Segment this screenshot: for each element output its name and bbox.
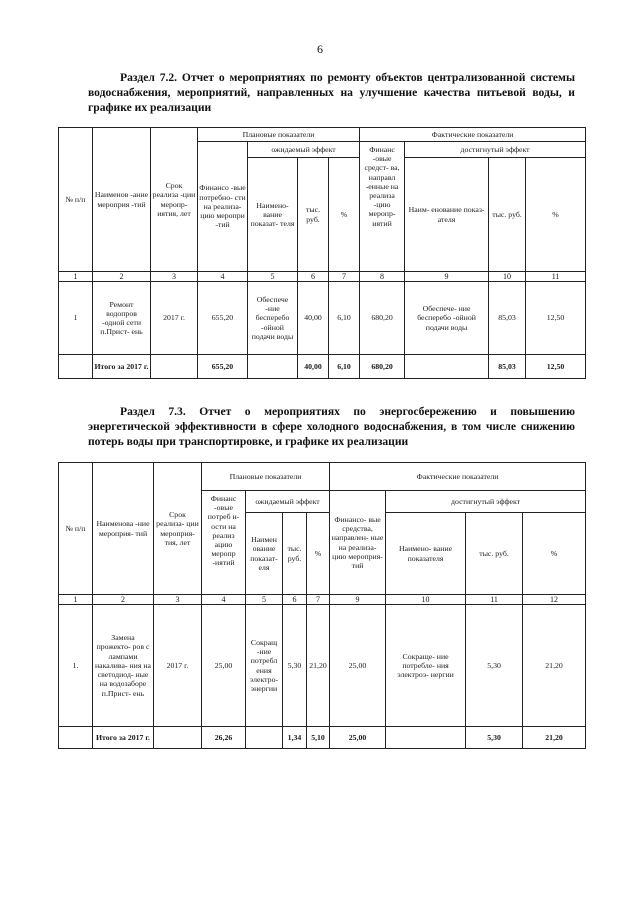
row-term: 2017 г. bbox=[151, 282, 198, 355]
row-name: Ремонт водопров -одной сети п.Прист- ень bbox=[93, 282, 151, 355]
row-pct-fact: 21,20 bbox=[523, 605, 586, 727]
header-expected: ожидаемый эффект bbox=[246, 491, 330, 513]
header-achieved: достигнутый эффект bbox=[386, 491, 586, 513]
header-fin-need: Финанс -овые потреб н- ости на реализ ацию меропр -иятий bbox=[202, 491, 246, 595]
row-rub-fact: 5,30 bbox=[466, 605, 523, 727]
row-pct-plan: 21,20 bbox=[307, 605, 330, 727]
header-rub-plan: тыс. руб. bbox=[283, 513, 307, 595]
header-ind-name-fact: Наимено- вание показателя bbox=[386, 513, 466, 595]
total-fin-sources: 680,20 bbox=[360, 355, 405, 379]
row-ind-plan: Обеспече -ние бесперебо -ойной подачи воды bbox=[248, 282, 298, 355]
col-number: 7 bbox=[329, 272, 360, 282]
col-number: 2 bbox=[93, 272, 151, 282]
header-rub-fact: тыс. руб. bbox=[489, 158, 526, 272]
col-number: 2 bbox=[93, 595, 154, 605]
header-name: Наименова -ние мероприя- тий bbox=[93, 463, 154, 595]
table-row bbox=[59, 605, 586, 727]
total-rub-plan: 40,00 bbox=[298, 355, 329, 379]
col-number: 11 bbox=[526, 272, 586, 282]
total-empty bbox=[405, 355, 489, 379]
header-rub-fact: тыс. руб. bbox=[466, 513, 523, 595]
row-pct-fact: 12,50 bbox=[526, 282, 586, 355]
col-number: 10 bbox=[386, 595, 466, 605]
col-number: 3 bbox=[154, 595, 202, 605]
header-ind-name-fact: Наим- енование показ-ателя bbox=[405, 158, 489, 272]
header-ind-name-plan: Наимено- вание показат- теля bbox=[248, 158, 298, 272]
total-label: Итого за 2017 г. bbox=[93, 727, 154, 749]
header-term: Срок реализа -ции меропр-иятия, лет bbox=[151, 128, 198, 272]
total-empty bbox=[386, 727, 466, 749]
col-number: 12 bbox=[523, 595, 586, 605]
row-name: Замена прожекто- ров с лампами накалива- ния на светодиод- ные на водозаборе п.Прист- ень bbox=[93, 605, 154, 727]
header-fact: Фактические показатели bbox=[330, 463, 586, 491]
total-rub-plan: 1,34 bbox=[283, 727, 307, 749]
total-rub-fact: 5,30 bbox=[466, 727, 523, 749]
total-fin-need: 655,20 bbox=[198, 355, 248, 379]
column-numbers-row bbox=[59, 272, 586, 282]
header-fin-need: Финансо -вые потребно- сти на реализа- цию меропри -тий bbox=[198, 142, 248, 272]
row-rub-plan: 40,00 bbox=[298, 282, 329, 355]
header-pct-fact: % bbox=[523, 513, 586, 595]
row-term: 2017 г. bbox=[154, 605, 202, 727]
col-number: 6 bbox=[298, 272, 329, 282]
total-pct-plan: 5,10 bbox=[307, 727, 330, 749]
header-rub-plan: тыс. руб. bbox=[298, 158, 329, 272]
header-planned: Плановые показатели bbox=[198, 128, 360, 142]
col-number: 9 bbox=[405, 272, 489, 282]
col-number: 3 bbox=[151, 272, 198, 282]
header-term: Срок реализа- ции мероприя- тия, лет bbox=[154, 463, 202, 595]
col-number: 1 bbox=[59, 595, 93, 605]
total-empty bbox=[59, 355, 93, 379]
col-number: 7 bbox=[307, 595, 330, 605]
total-empty bbox=[246, 727, 283, 749]
header-num: № п/п bbox=[59, 463, 93, 595]
row-num: 1 bbox=[59, 282, 93, 355]
section-7-3-title: Раздел 7.3. Отчет о мероприятиях по энергосбережению и повышению энергетической эффективности в сфере холодного водоснабжения, в том числе снижению потерь воды при транспортировке, и графике их реализации bbox=[88, 405, 575, 448]
col-number: 1 bbox=[59, 272, 93, 282]
col-number: 5 bbox=[246, 595, 283, 605]
total-empty bbox=[154, 727, 202, 749]
header-fin-sources: Финанс -овые средст- ва, направл -енные на реализа -цию меропр- иятий bbox=[360, 142, 405, 272]
column-numbers-row bbox=[59, 595, 586, 605]
total-pct-fact: 12,50 bbox=[526, 355, 586, 379]
total-empty bbox=[151, 355, 198, 379]
row-ind-plan: Сокращ -ние потребл ения электро- энергии bbox=[246, 605, 283, 727]
row-rub-plan: 5,30 bbox=[283, 605, 307, 727]
row-ind-fact: Сокраще- ние потребле- ния электроэ- нергии bbox=[386, 605, 466, 727]
header-pct-fact: % bbox=[526, 158, 586, 272]
section-7-2-title: Раздел 7.2. Отчет о мероприятиях по ремонту объектов централизованной системы водоснабжения, мероприятий, направленных на улучшение качества питьевой воды, и графике их реализации bbox=[88, 71, 575, 114]
header-fin-sources: Финансо- вые средства, направлен- ные на реализа- цию мероприя- тий bbox=[330, 491, 386, 595]
row-num: 1. bbox=[59, 605, 93, 727]
row-fin-sources: 680,20 bbox=[360, 282, 405, 355]
total-empty bbox=[59, 727, 93, 749]
total-fin-sources: 25,00 bbox=[330, 727, 386, 749]
col-number: 4 bbox=[198, 272, 248, 282]
header-fact: Фактические показатели bbox=[360, 128, 586, 142]
col-number: 10 bbox=[489, 272, 526, 282]
row-rub-fact: 85,03 bbox=[489, 282, 526, 355]
header-pct-plan: % bbox=[307, 513, 330, 595]
header-achieved: достигнутый эффект bbox=[405, 142, 586, 158]
header-name: Наименов -ание мероприя -тий bbox=[93, 128, 151, 272]
total-pct-plan: 6,10 bbox=[329, 355, 360, 379]
total-row bbox=[59, 727, 586, 749]
page-number: 6 bbox=[317, 42, 323, 56]
table-row bbox=[59, 282, 586, 355]
total-fin-need: 26,26 bbox=[202, 727, 246, 749]
col-number: 11 bbox=[466, 595, 523, 605]
col-number: 6 bbox=[283, 595, 307, 605]
row-fin-sources: 25,00 bbox=[330, 605, 386, 727]
section-7-3-table bbox=[58, 462, 586, 749]
row-fin-need: 655,20 bbox=[198, 282, 248, 355]
header-expected: ожидаемый эффект bbox=[248, 142, 360, 158]
col-number: 8 bbox=[360, 272, 405, 282]
col-number: 4 bbox=[202, 595, 246, 605]
total-row bbox=[59, 355, 586, 379]
total-pct-fact: 21,20 bbox=[523, 727, 586, 749]
header-pct-plan: % bbox=[329, 158, 360, 272]
row-pct-plan: 6,10 bbox=[329, 282, 360, 355]
total-label: Итого за 2017 г. bbox=[93, 355, 151, 379]
total-empty bbox=[248, 355, 298, 379]
row-fin-need: 25,00 bbox=[202, 605, 246, 727]
col-number: 9 bbox=[330, 595, 386, 605]
row-ind-fact: Обеспече- ние бесперебо -ойной подачи воды bbox=[405, 282, 489, 355]
section-7-2-table bbox=[58, 127, 586, 379]
header-planned: Плановые показатели bbox=[202, 463, 330, 491]
col-number: 5 bbox=[248, 272, 298, 282]
header-num: № п/п bbox=[59, 128, 93, 272]
header-ind-name-plan: Наимен ование показат- еля bbox=[246, 513, 283, 595]
total-rub-fact: 85,03 bbox=[489, 355, 526, 379]
